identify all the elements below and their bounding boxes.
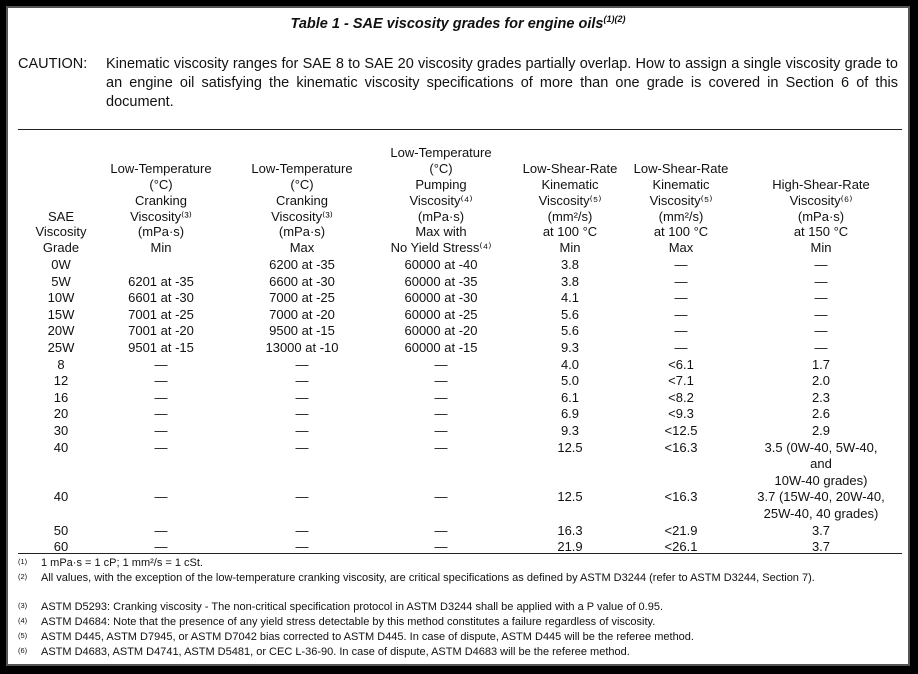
table-cell: —: [154, 522, 168, 538]
table-cell: —: [434, 356, 448, 372]
table-cell: 7000 at -20: [269, 306, 335, 322]
table-cell: 6601 at -30: [128, 290, 194, 306]
table-cell: 9.3: [560, 340, 580, 355]
footnote-mark: (1): [18, 557, 28, 566]
column-header-line: (°C): [429, 161, 453, 177]
table-cell: <8.2: [668, 389, 694, 405]
table-cell: 40: [53, 439, 69, 455]
table-cell: 10W-40 grades): [774, 472, 868, 488]
table-cell: 13000 at -10: [265, 340, 339, 355]
table-cell: <16.3: [664, 489, 698, 505]
column-header-line: (mPa·s): [278, 224, 326, 240]
footnote-mark: (2): [18, 572, 28, 581]
table-cell: 1.7: [811, 356, 831, 372]
table-cell: —: [295, 373, 309, 389]
table-cell: 4.1: [560, 290, 580, 306]
column-header-line: High-Shear-Rate: [772, 177, 870, 193]
table-cell: 9500 at -15: [269, 323, 335, 339]
caution-text: Kinematic viscosity ranges for SAE 8 to SAE 20 viscosity grades partially overlap. How to assign a single viscosity grade to an engine oil satisfying the kinematic viscosity specifications of more than one grade is covered in Section 6 of this document.: [106, 56, 898, 110]
table-cell: 4.0: [560, 356, 580, 372]
table-title-text: Table 1 - SAE viscosity grades for engine oils: [290, 15, 604, 32]
table-cell: —: [434, 439, 448, 455]
table-cell: —: [154, 356, 168, 372]
column-header-line: at 150 °C: [793, 224, 849, 240]
table-cell: —: [814, 257, 828, 272]
column-header-line: Viscosity⁽³⁾: [271, 208, 333, 224]
table-cell: 60000 at -30: [404, 290, 478, 306]
column-header-line: at 100 °C: [542, 224, 598, 240]
table-cell: 3.7 (15W-40, 20W-40,: [757, 489, 885, 505]
column-header-line: Low-Temperature: [390, 145, 492, 161]
table-cell: 12.5: [557, 439, 583, 455]
footnote-text: All values, with the exception of the low-temperature cranking viscosity, are critical specifications as defined by ASTM D3244 (refer to ASTM D3244, Section 7).: [41, 572, 815, 584]
column-header-4: [366, 136, 516, 256]
table-cell: —: [154, 439, 168, 455]
column-header-line: (mPa·s): [137, 224, 185, 240]
column-header-line: Low-Shear-Rate: [522, 161, 618, 177]
table-cell: —: [154, 489, 168, 505]
table-cell: 60000 at -25: [404, 306, 478, 322]
table-cell: —: [674, 273, 688, 289]
table-cell: 3.8: [560, 273, 580, 289]
column-header-line: Cranking: [275, 192, 329, 208]
table-cell: and: [810, 456, 832, 472]
table-cell: 25W-40, 40 grades): [763, 506, 879, 521]
table-cell: <7.1: [668, 373, 694, 389]
table-cell: 8: [57, 356, 65, 372]
column-header-line: (mm²/s): [547, 208, 593, 224]
table-cell: 7000 at -25: [269, 290, 335, 306]
table-cell: 2.0: [811, 373, 831, 389]
table-cell: —: [295, 539, 309, 555]
column-header-line: Min: [150, 240, 172, 256]
table-cell: —: [674, 257, 688, 272]
table-cell: —: [295, 406, 309, 422]
caution-label: CAUTION:: [18, 56, 88, 72]
column-header-line: Cranking: [134, 192, 188, 208]
footnote-text: 1 mPa·s = 1 cP; 1 mm²/s = 1 cSt.: [41, 557, 203, 569]
table-cell: 2.3: [811, 389, 831, 405]
column-header-line: Max: [668, 240, 694, 256]
footnote-text: ASTM D5293: Cranking viscosity - The non-critical specification protocol in ASTM D3244 shall be applied with a P value of 0.95.: [41, 601, 664, 613]
column-header-line: (mPa·s): [797, 208, 845, 224]
table-cell: 15W: [47, 306, 75, 322]
column-header-line: SAE: [47, 208, 74, 224]
column-header-line: Low-Temperature: [251, 161, 353, 177]
footnote-text: ASTM D4683, ASTM D4741, ASTM D5481, or CEC L-36-90. In case of dispute, ASTM D4683 will be the referee method.: [41, 646, 630, 658]
column-header-3: [232, 136, 372, 256]
table-cell: <16.3: [664, 439, 698, 455]
table-cell: 21.9: [557, 539, 583, 555]
table-cell: 40: [53, 489, 69, 505]
table-cell: 7001 at -25: [128, 306, 194, 322]
table-cell: —: [814, 340, 828, 355]
table-title: [8, 14, 908, 32]
table-cell: —: [814, 306, 828, 322]
column-header-line: (mPa·s): [417, 208, 465, 224]
table-cell: 16: [53, 389, 69, 405]
table-cell: 12.5: [557, 489, 583, 505]
table-cell: <26.1: [664, 539, 698, 555]
footnote-mark: (3): [18, 601, 28, 610]
column-header-6: [621, 136, 741, 256]
table-cell: —: [154, 406, 168, 422]
table-cell: —: [674, 340, 688, 355]
table-cell: —: [674, 306, 688, 322]
table-cell: 3.7: [811, 522, 831, 538]
table-cell: —: [154, 389, 168, 405]
table-cell: 60000 at -40: [404, 257, 478, 272]
table-cell: 2.9: [811, 423, 831, 438]
column-header-line: Low-Temperature: [110, 161, 212, 177]
table-cell: —: [434, 406, 448, 422]
table-cell: —: [814, 290, 828, 306]
footnote-text: ASTM D4684: Note that the presence of any yield stress detectable by this method constitutes a failure regardless of viscosity.: [41, 616, 656, 628]
column-header-line: Pumping: [415, 177, 467, 193]
table-cell: 60000 at -15: [404, 340, 478, 355]
column-header-line: Kinematic: [541, 177, 599, 193]
column-header-line: Max with: [415, 224, 467, 240]
table-cell: —: [814, 273, 828, 289]
table-cell: —: [434, 423, 448, 438]
table-cell: 5.6: [560, 323, 580, 339]
table-cell: —: [295, 423, 309, 438]
table-cell: <9.3: [668, 406, 694, 422]
table-cell: <21.9: [664, 522, 698, 538]
footnote-mark: (6): [18, 646, 28, 655]
table-cell: 3.8: [560, 257, 580, 272]
column-header-line: Min: [559, 240, 581, 256]
table-cell: 3.7: [811, 539, 831, 555]
table-cell: 3.5 (0W-40, 5W-40,: [764, 439, 878, 455]
table-cell: 12: [53, 373, 69, 389]
column-header-line: (°C): [290, 177, 314, 193]
footnote-text: ASTM D445, ASTM D7945, or ASTM D7042 bias corrected to ASTM D445. In case of dispute, ASTM D445 will be the referee method.: [41, 631, 694, 643]
table-cell: 9.3: [560, 423, 580, 438]
table-cell: 30: [53, 423, 69, 438]
column-header-2: [91, 136, 231, 256]
table-cell: —: [154, 373, 168, 389]
table-cell: 6201 at -35: [128, 273, 194, 289]
table-cell: 20W: [47, 323, 75, 339]
document-page: [6, 6, 910, 666]
table-cell: <12.5: [664, 423, 698, 438]
column-header-line: Viscosity⁽⁵⁾: [649, 192, 713, 208]
table-cell: —: [154, 539, 168, 555]
table-cell: 5W: [51, 273, 71, 289]
table-cell: —: [434, 522, 448, 538]
table-cell: 0W: [51, 257, 71, 272]
table-title-refs: (1)(2): [603, 14, 626, 24]
column-header-line: Grade: [42, 240, 80, 256]
table-cell: —: [295, 439, 309, 455]
table-cell: —: [814, 323, 828, 339]
table-cell: 60000 at -20: [404, 323, 478, 339]
table-cell: —: [154, 423, 168, 438]
table-cell: —: [434, 373, 448, 389]
table-cell: 50: [53, 522, 69, 538]
table-top-rule: [18, 129, 902, 130]
table-cell: 2.6: [811, 406, 831, 422]
column-header-line: Viscosity⁽⁶⁾: [789, 192, 853, 208]
column-header-line: (°C): [149, 177, 173, 193]
table-bottom-rule: [18, 553, 902, 554]
table-cell: —: [295, 356, 309, 372]
table-cell: —: [434, 389, 448, 405]
table-cell: 25W: [47, 340, 75, 355]
column-header-line: Low-Shear-Rate: [633, 161, 729, 177]
table-cell: 16.3: [557, 522, 583, 538]
table-cell: —: [295, 522, 309, 538]
footnote-mark: (4): [18, 616, 28, 625]
column-header-5: [510, 136, 630, 256]
column-header-line: at 100 °C: [653, 224, 709, 240]
column-header-line: Kinematic: [652, 177, 710, 193]
footnote-mark: (5): [18, 631, 28, 640]
column-header-line: No Yield Stress⁽⁴⁾: [390, 240, 492, 256]
table-cell: 7001 at -20: [128, 323, 194, 339]
column-header-line: Min: [810, 240, 832, 256]
table-cell: 6600 at -30: [269, 273, 335, 289]
column-header-line: (mm²/s): [658, 208, 704, 224]
column-header-7: [741, 136, 901, 256]
table-cell: —: [295, 389, 309, 405]
column-header-line: Viscosity⁽⁴⁾: [409, 192, 473, 208]
table-cell: 6.9: [560, 406, 580, 422]
column-header-line: Viscosity⁽³⁾: [130, 208, 192, 224]
table-cell: 10W: [47, 290, 75, 306]
table-cell: 5.0: [560, 373, 580, 389]
table-cell: —: [674, 290, 688, 306]
table-cell: <6.1: [668, 356, 694, 372]
column-header-line: Viscosity: [35, 224, 87, 240]
table-cell: —: [434, 489, 448, 505]
table-cell: 6.1: [560, 389, 580, 405]
table-cell: 5.6: [560, 306, 580, 322]
table-cell: 60: [53, 539, 69, 555]
column-header-line: Max: [289, 240, 315, 256]
table-cell: —: [674, 323, 688, 339]
column-header-line: Viscosity⁽⁵⁾: [538, 192, 602, 208]
table-cell: 9501 at -15: [128, 340, 194, 355]
table-cell: —: [295, 489, 309, 505]
table-cell: 20: [53, 406, 69, 422]
table-cell: 60000 at -35: [404, 273, 478, 289]
table-cell: 6200 at -35: [269, 257, 335, 272]
table-cell: —: [434, 539, 448, 555]
